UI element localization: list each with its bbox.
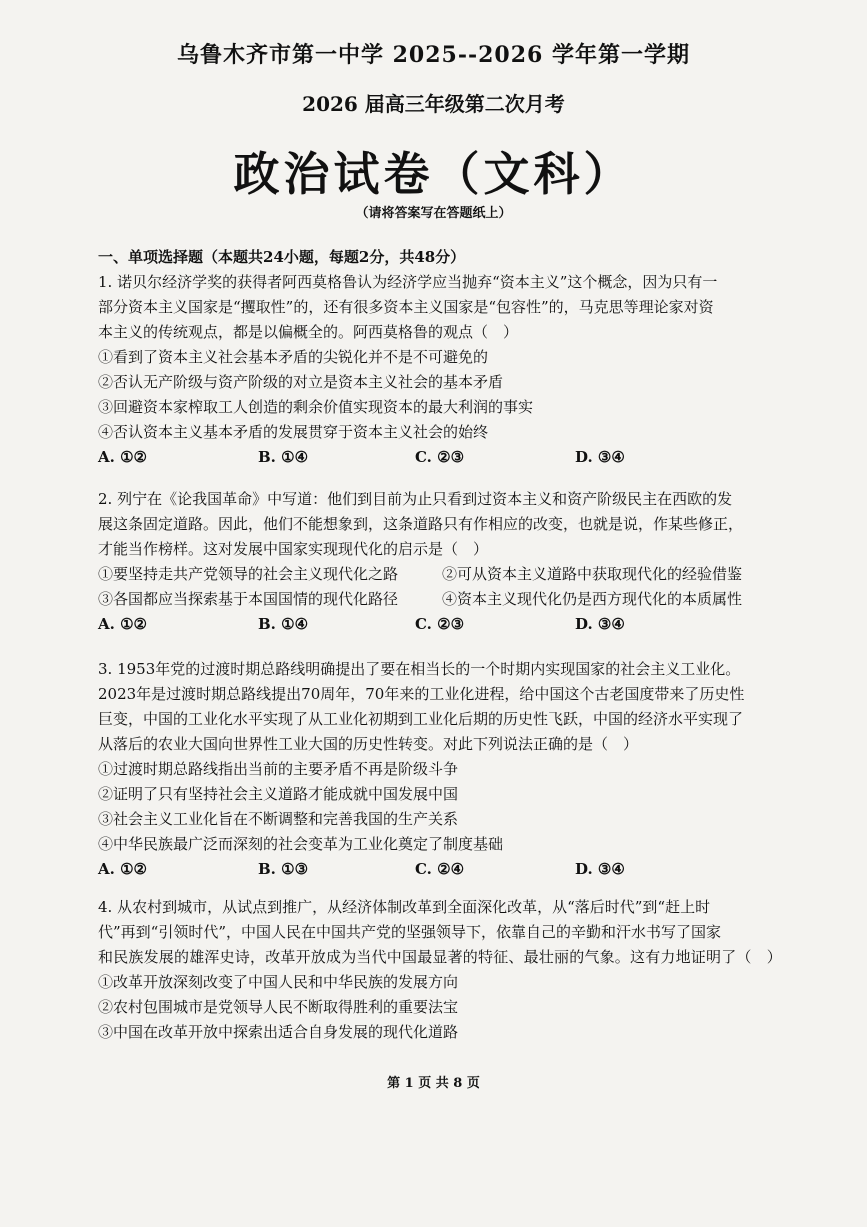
answer-options	[98, 857, 798, 882]
page-footer: 第 1 页 共 8 页	[387, 1076, 480, 1091]
option-a: A. ①②	[98, 615, 147, 633]
question-item: ③中国在改革开放中探索出适合自身发展的现代化道路	[98, 1023, 459, 1041]
question-item: ②农村包围城市是党领导人民不断取得胜利的重要法宝	[98, 998, 459, 1016]
option-d: D. ③④	[575, 448, 625, 466]
question-stem-line: 展这条固定道路。因此，他们不能想象到，这条道路只有作相应的改变，也就是说，作某些修正，	[98, 515, 744, 533]
answer-options	[98, 445, 798, 470]
exam-subtitle: 2026 届高三年级第二次月考	[302, 92, 565, 116]
question-stem-line: 3. 1953年党的过渡时期总路线明确提出了要在相当长的一个时期内实现国家的社会主义工业化。	[98, 660, 741, 678]
item-row	[98, 587, 798, 612]
question-item: ②证明了只有坚持社会主义道路才能成就中国发展中国	[98, 785, 459, 803]
option-a: A. ①②	[98, 860, 147, 878]
question-stem-line: 代”再到“引领时代”，中国人民在中国共产党的坚强领导下，依靠自己的辛勤和汗水书写了国家	[98, 923, 722, 941]
option-c: C. ②③	[415, 448, 465, 466]
question-stem-line: 巨变，中国的工业化水平实现了从工业化初期到工业化后期的历史性飞跃，中国的经济水平实现了	[98, 710, 744, 728]
option-a: A. ①②	[98, 448, 147, 466]
question-stem-line: 本主义的传统观点，都是以偏概全的。阿西莫格鲁的观点（ ）	[98, 323, 519, 341]
option-b: B. ①③	[258, 860, 309, 878]
option-c: C. ②④	[415, 860, 465, 878]
page-title: 政治试卷（文科）	[233, 147, 634, 201]
question-3	[98, 657, 798, 882]
question-item: ①看到了资本主义社会基本矛盾的尖锐化并不是不可避免的	[98, 348, 489, 366]
option-b: B. ①④	[258, 615, 309, 633]
answer-options	[98, 612, 798, 637]
question-item: ①过渡时期总路线指出当前的主要矛盾不再是阶级斗争	[98, 760, 459, 778]
question-2	[98, 487, 798, 637]
option-b: B. ①④	[258, 448, 309, 466]
item-row	[98, 562, 798, 587]
question-1	[98, 270, 798, 470]
question-item: ②否认无产阶级与资产阶级的对立是资本主义社会的基本矛盾	[98, 373, 504, 391]
question-stem-line: 从落后的农业大国向世界性工业大国的历史性转变。对此下列说法正确的是（ ）	[98, 735, 639, 753]
option-d: D. ③④	[575, 860, 625, 878]
answer-note: （请将答案写在答题纸上）	[355, 206, 512, 221]
school-header: 乌鲁木齐市第一中学 2025--2026 学年第一学期	[176, 42, 691, 68]
question-item: ③各国都应当探索基于本国国情的现代化路径	[98, 590, 399, 608]
question-stem-line: 2023年是过渡时期总路线提出70周年，70年来的工业化进程，给中国这个古老国度带来了历史性	[98, 685, 745, 703]
question-item: ④资本主义现代化仍是西方现代化的本质属性	[442, 590, 743, 608]
question-stem-line: 和民族发展的雄浑史诗，改革开放成为当代中国最显著的特征、最壮丽的气象。这有力地证明了（ ）	[98, 948, 783, 966]
question-item: ③回避资本家榨取工人创造的剩余价值实现资本的最大利润的事实	[98, 398, 534, 416]
question-stem-line: 1. 诺贝尔经济学奖的获得者阿西莫格鲁认为经济学应当抛弃“资本主义”这个概念，因为只有一	[98, 273, 718, 291]
option-c: C. ②③	[415, 615, 465, 633]
question-4	[98, 895, 798, 1045]
question-stem-line: 2. 列宁在《论我国革命》中写道：他们到目前为止只看到过资本主义和资产阶级民主在西欧的发	[98, 490, 733, 508]
question-item: ③社会主义工业化旨在不断调整和完善我国的生产关系	[98, 810, 459, 828]
question-stem-line: 部分资本主义国家是“攫取性”的，还有很多资本主义国家是“包容性”的，马克思等理论家对资	[98, 298, 714, 316]
question-item: ①要坚持走共产党领导的社会主义现代化之路	[98, 565, 399, 583]
section-heading: 一、单项选择题（本题共24小题，每题2分，共48分）	[98, 248, 466, 266]
question-stem-line: 4. 从农村到城市，从试点到推广，从经济体制改革到全面深化改革，从“落后时代”到“赶上时	[98, 898, 711, 916]
question-item: ①改革开放深刻改变了中国人民和中华民族的发展方向	[98, 973, 459, 991]
question-item: ②可从资本主义道路中获取现代化的经验借鉴	[442, 565, 743, 583]
question-item: ④否认资本主义基本矛盾的发展贯穿于资本主义社会的始终	[98, 423, 489, 441]
question-item: ④中华民族最广泛而深刻的社会变革为工业化奠定了制度基础	[98, 835, 504, 853]
option-d: D. ③④	[575, 615, 625, 633]
question-stem-line: 才能当作榜样。这对发展中国家实现现代化的启示是（ ）	[98, 540, 489, 558]
